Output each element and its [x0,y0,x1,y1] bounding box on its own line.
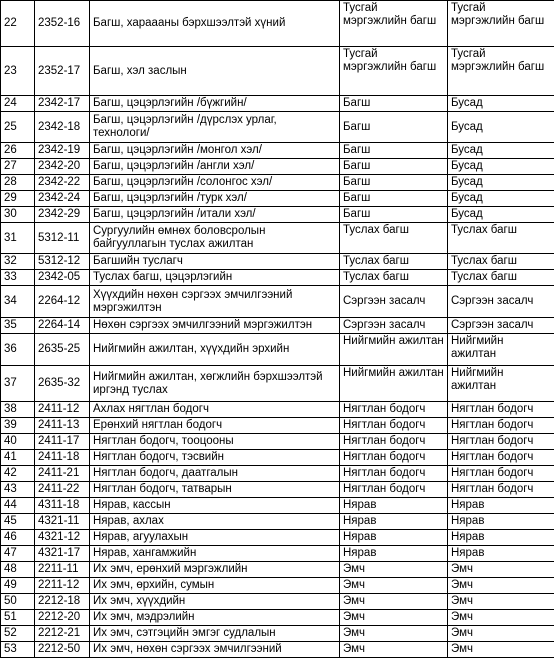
group-cell[interactable]: Нярав [448,530,554,546]
table-row [1,1,554,47]
group-cell[interactable]: Эмч [448,642,554,658]
group-cell[interactable]: Эмч [448,626,554,642]
occupation-code-cell[interactable]: 2264-14 [35,318,90,334]
table-row [1,254,554,270]
category-cell[interactable]: Багш [340,191,448,207]
table-row [1,334,554,366]
occupation-title-cell[interactable]: Туслах багш, цэцэрлэгийн [90,270,340,286]
occupation-title-cell[interactable]: Нягтлан бодогч, татварын [90,482,340,498]
category-cell[interactable]: Багш [340,159,448,175]
table-body [1,1,554,658]
table-row [1,270,554,286]
occupation-code-cell[interactable]: 2342-24 [35,191,90,207]
row-number-cell[interactable]: 49 [1,578,35,594]
table-row [1,318,554,334]
occupation-code-cell[interactable]: 2635-32 [35,366,90,402]
occupation-code-cell[interactable]: 2212-50 [35,642,90,658]
row-number-cell[interactable]: 44 [1,498,35,514]
occupation-code-cell[interactable]: 4321-11 [35,514,90,530]
category-cell[interactable]: Сэргээн засалч [340,286,448,318]
occupation-title-cell[interactable]: Багш, цэцэрлэгийн /турк хэл/ [90,191,340,207]
occupation-code-cell[interactable]: 4321-17 [35,546,90,562]
category-cell[interactable]: Эмч [340,594,448,610]
occupation-code-cell[interactable]: 2342-20 [35,159,90,175]
table-row [1,402,554,418]
occupation-code-cell[interactable]: 2411-21 [35,466,90,482]
occupation-title-cell[interactable]: Нярав, ахлах [90,514,340,530]
occupation-title-cell[interactable]: Багш, цэцэрлэгийн /солонгос хэл/ [90,175,340,191]
occupation-title-cell[interactable]: Ахлах нягтлан бодогч [90,402,340,418]
occupation-code-cell[interactable]: 2342-05 [35,270,90,286]
group-cell[interactable]: Нягтлан бодогч [448,482,554,498]
occupation-code-cell[interactable]: 4321-12 [35,530,90,546]
group-cell[interactable]: Сэргээн засалч [448,318,554,334]
row-number-cell[interactable]: 29 [1,191,35,207]
group-cell[interactable]: Туслах багш [448,254,554,270]
table-row [1,175,554,191]
table-row [1,626,554,642]
row-number-cell[interactable]: 33 [1,270,35,286]
category-cell[interactable]: Нярав [340,514,448,530]
row-number-cell[interactable]: 45 [1,514,35,530]
occupation-title-cell[interactable]: Нийгмийн ажилтан, хөгжлийн бэрхшээлтэй иргэнд туслах [90,366,340,402]
group-cell[interactable]: Нярав [448,546,554,562]
category-cell[interactable]: Сэргээн засалч [340,318,448,334]
row-number-cell[interactable]: 43 [1,482,35,498]
category-cell[interactable]: Нийгмийн ажилтан [340,334,448,366]
occupation-title-cell[interactable]: Нягтлан бодогч, даатгалын [90,466,340,482]
row-number-cell[interactable]: 27 [1,159,35,175]
category-cell[interactable]: Нягтлан бодогч [340,402,448,418]
occupation-title-cell[interactable]: Багш, хэл заслын [90,47,340,96]
row-number-cell[interactable]: 25 [1,112,35,143]
group-cell[interactable]: Эмч [448,610,554,626]
occupation-title-cell[interactable]: Нийгмийн ажилтан, хүүхдийн эрхийн [90,334,340,366]
table-row [1,143,554,159]
table-row [1,482,554,498]
table-row [1,159,554,175]
category-cell[interactable]: Туслах багш [340,223,448,254]
occupation-code-cell[interactable]: 2212-18 [35,594,90,610]
row-number-cell[interactable]: 26 [1,143,35,159]
table-row [1,112,554,143]
table-row [1,610,554,626]
group-cell[interactable]: Нийгмийн ажилтан [448,334,554,366]
group-cell[interactable]: Нярав [448,514,554,530]
row-number-cell[interactable]: 23 [1,47,35,96]
row-number-cell[interactable]: 48 [1,562,35,578]
occupation-title-cell[interactable]: Их эмч, ерөнхий мэргэжлийн [90,562,340,578]
category-cell[interactable]: Тусгай мэргэжлийн багш [340,47,448,96]
occupation-title-cell[interactable]: Багшийн туслагч [90,254,340,270]
category-cell[interactable]: Багш [340,112,448,143]
occupation-title-cell[interactable]: Багш, цэцэрлэгийн /монгол хэл/ [90,143,340,159]
table-row [1,514,554,530]
occupation-title-cell[interactable]: Багш, хараааны бэрхшээлтэй хүний [90,1,340,47]
row-number-cell[interactable]: 39 [1,418,35,434]
table-row [1,434,554,450]
category-cell[interactable]: Тусгай мэргэжлийн багш [340,1,448,47]
group-cell[interactable]: Тусгай мэргэжлийн багш [448,47,554,96]
row-number-cell[interactable]: 42 [1,466,35,482]
row-number-cell[interactable]: 38 [1,402,35,418]
group-cell[interactable]: Эмч [448,594,554,610]
group-cell[interactable]: Бусад [448,191,554,207]
group-cell[interactable]: Бусад [448,112,554,143]
occupation-title-cell[interactable]: Багш, цэцэрлэгийн /дүрслэх урлаг, технологи/ [90,112,340,143]
occupation-code-cell[interactable]: 4311-18 [35,498,90,514]
occupation-title-cell[interactable]: Нярав, кассын [90,498,340,514]
occupation-code-cell[interactable]: 2411-22 [35,482,90,498]
table-row [1,578,554,594]
occupation-code-cell[interactable]: 2342-22 [35,175,90,191]
table-row [1,96,554,112]
row-number-cell[interactable]: 22 [1,1,35,47]
category-cell[interactable]: Эмч [340,562,448,578]
occupation-code-cell[interactable]: 2212-21 [35,626,90,642]
occupation-code-cell[interactable]: 2211-11 [35,562,90,578]
category-cell[interactable]: Нягтлан бодогч [340,466,448,482]
occupation-code-cell[interactable]: 2411-17 [35,434,90,450]
group-cell[interactable]: Нярав [448,498,554,514]
group-cell[interactable]: Бусад [448,159,554,175]
occupation-title-cell[interactable]: Ерөнхий нягтлан бодогч [90,418,340,434]
group-cell[interactable]: Эмч [448,562,554,578]
occupation-title-cell[interactable]: Нярав, агуулахын [90,530,340,546]
row-number-cell[interactable]: 34 [1,286,35,318]
occupation-title-cell[interactable]: Нярав, хангамжийн [90,546,340,562]
group-cell[interactable]: Бусад [448,143,554,159]
table-row [1,562,554,578]
table-row [1,223,554,254]
group-cell[interactable]: Нягтлан бодогч [448,450,554,466]
category-cell[interactable]: Эмч [340,626,448,642]
row-number-cell[interactable]: 51 [1,610,35,626]
row-number-cell[interactable]: 36 [1,334,35,366]
category-cell[interactable]: Нягтлан бодогч [340,434,448,450]
occupation-code-cell[interactable]: 2211-12 [35,578,90,594]
row-number-cell[interactable]: 50 [1,594,35,610]
occupation-code-cell[interactable]: 2342-19 [35,143,90,159]
category-cell[interactable]: Нягтлан бодогч [340,482,448,498]
category-cell[interactable]: Нярав [340,498,448,514]
occupation-title-cell[interactable]: Нягтлан бодогч, тэсвийн [90,450,340,466]
group-cell[interactable]: Туслах багш [448,270,554,286]
group-cell[interactable]: Нягтлан бодогч [448,418,554,434]
group-cell[interactable]: Нийгмийн ажилтан [448,366,554,402]
group-cell[interactable]: Бусад [448,175,554,191]
occupation-title-cell[interactable]: Их эмч, нөхөн сэргээх эмчилгээний [90,642,340,658]
occupation-code-cell[interactable]: 2342-29 [35,207,90,223]
category-cell[interactable]: Нягтлан бодогч [340,450,448,466]
group-cell[interactable]: Бусад [448,96,554,112]
category-cell[interactable]: Багш [340,207,448,223]
row-number-cell[interactable]: 31 [1,223,35,254]
table-row [1,450,554,466]
row-number-cell[interactable]: 32 [1,254,35,270]
occupation-title-cell[interactable]: Багш, цэцэрлэгийн /англи хэл/ [90,159,340,175]
group-cell[interactable]: Нягтлан бодогч [448,434,554,450]
category-cell[interactable]: Нийгмийн ажилтан [340,366,448,402]
category-cell[interactable]: Багш [340,143,448,159]
category-cell[interactable]: Нярав [340,546,448,562]
group-cell[interactable]: Нягтлан бодогч [448,466,554,482]
category-cell[interactable]: Эмч [340,642,448,658]
occupation-code-cell[interactable]: 2264-12 [35,286,90,318]
table-row [1,498,554,514]
row-number-cell[interactable]: 37 [1,366,35,402]
table-row [1,286,554,318]
occupation-code-cell[interactable]: 2635-25 [35,334,90,366]
category-cell[interactable]: Эмч [340,578,448,594]
row-number-cell[interactable]: 46 [1,530,35,546]
occupation-code-cell[interactable]: 2342-17 [35,96,90,112]
row-number-cell[interactable]: 40 [1,434,35,450]
category-cell[interactable]: Багш [340,96,448,112]
table-row [1,546,554,562]
row-number-cell[interactable]: 28 [1,175,35,191]
row-number-cell[interactable]: 41 [1,450,35,466]
row-number-cell[interactable]: 47 [1,546,35,562]
group-cell[interactable]: Бусад [448,207,554,223]
occupation-title-cell[interactable]: Их эмч, мэдрэлийн [90,610,340,626]
group-cell[interactable]: Эмч [448,578,554,594]
occupation-title-cell[interactable]: Хүүхдийн нөхөн сэргээх эмчилгээний мэргэжилтэн [90,286,340,318]
occupation-code-cell[interactable]: 2212-20 [35,610,90,626]
table-row [1,207,554,223]
table-row [1,466,554,482]
table-row [1,366,554,402]
table-row [1,642,554,658]
occupation-title-cell[interactable]: Сургуулийн өмнөх боловсролын байгууллагын туслах ажилтан [90,223,340,254]
occupation-code-cell[interactable]: 2411-12 [35,402,90,418]
row-number-cell[interactable]: 52 [1,626,35,642]
category-cell[interactable]: Нярав [340,530,448,546]
occupation-code-cell[interactable]: 5312-12 [35,254,90,270]
table-row [1,47,554,96]
group-cell[interactable]: Тусгай мэргэжлийн багш [448,1,554,47]
occupation-title-cell[interactable]: Багш, цэцэрлэгийн /итали хэл/ [90,207,340,223]
group-cell[interactable]: Туслах багш [448,223,554,254]
table-row [1,594,554,610]
group-cell[interactable]: Сэргээн засалч [448,286,554,318]
occupation-code-cell[interactable]: 2352-16 [35,1,90,47]
occupation-code-cell[interactable]: 2411-13 [35,418,90,434]
category-cell[interactable]: Туслах багш [340,254,448,270]
occupation-code-cell[interactable]: 2342-18 [35,112,90,143]
occupation-title-cell[interactable]: Нөхөн сэргээх эмчилгээний мэргэжилтэн [90,318,340,334]
row-number-cell[interactable]: 35 [1,318,35,334]
table-row [1,418,554,434]
group-cell[interactable]: Нягтлан бодогч [448,402,554,418]
table-row [1,191,554,207]
occupation-title-cell[interactable]: Их эмч, хүүхдийн [90,594,340,610]
category-cell[interactable]: Нягтлан бодогч [340,418,448,434]
category-cell[interactable]: Туслах багш [340,270,448,286]
occupation-title-cell[interactable]: Багш, цэцэрлэгийн /бүжгийн/ [90,96,340,112]
occupation-title-cell[interactable]: Их эмч, өрхийн, сумын [90,578,340,594]
row-number-cell[interactable]: 30 [1,207,35,223]
occupation-title-cell[interactable]: Их эмч, сэтгэцийн эмгэг судлалын [90,626,340,642]
row-number-cell[interactable]: 24 [1,96,35,112]
category-cell[interactable]: Багш [340,175,448,191]
occupation-code-cell[interactable]: 2411-18 [35,450,90,466]
occupation-code-cell[interactable]: 2352-17 [35,47,90,96]
table-row [1,530,554,546]
category-cell[interactable]: Эмч [340,610,448,626]
occupation-title-cell[interactable]: Нягтлан бодогч, тооцооны [90,434,340,450]
occupation-code-cell[interactable]: 5312-11 [35,223,90,254]
row-number-cell[interactable]: 53 [1,642,35,658]
